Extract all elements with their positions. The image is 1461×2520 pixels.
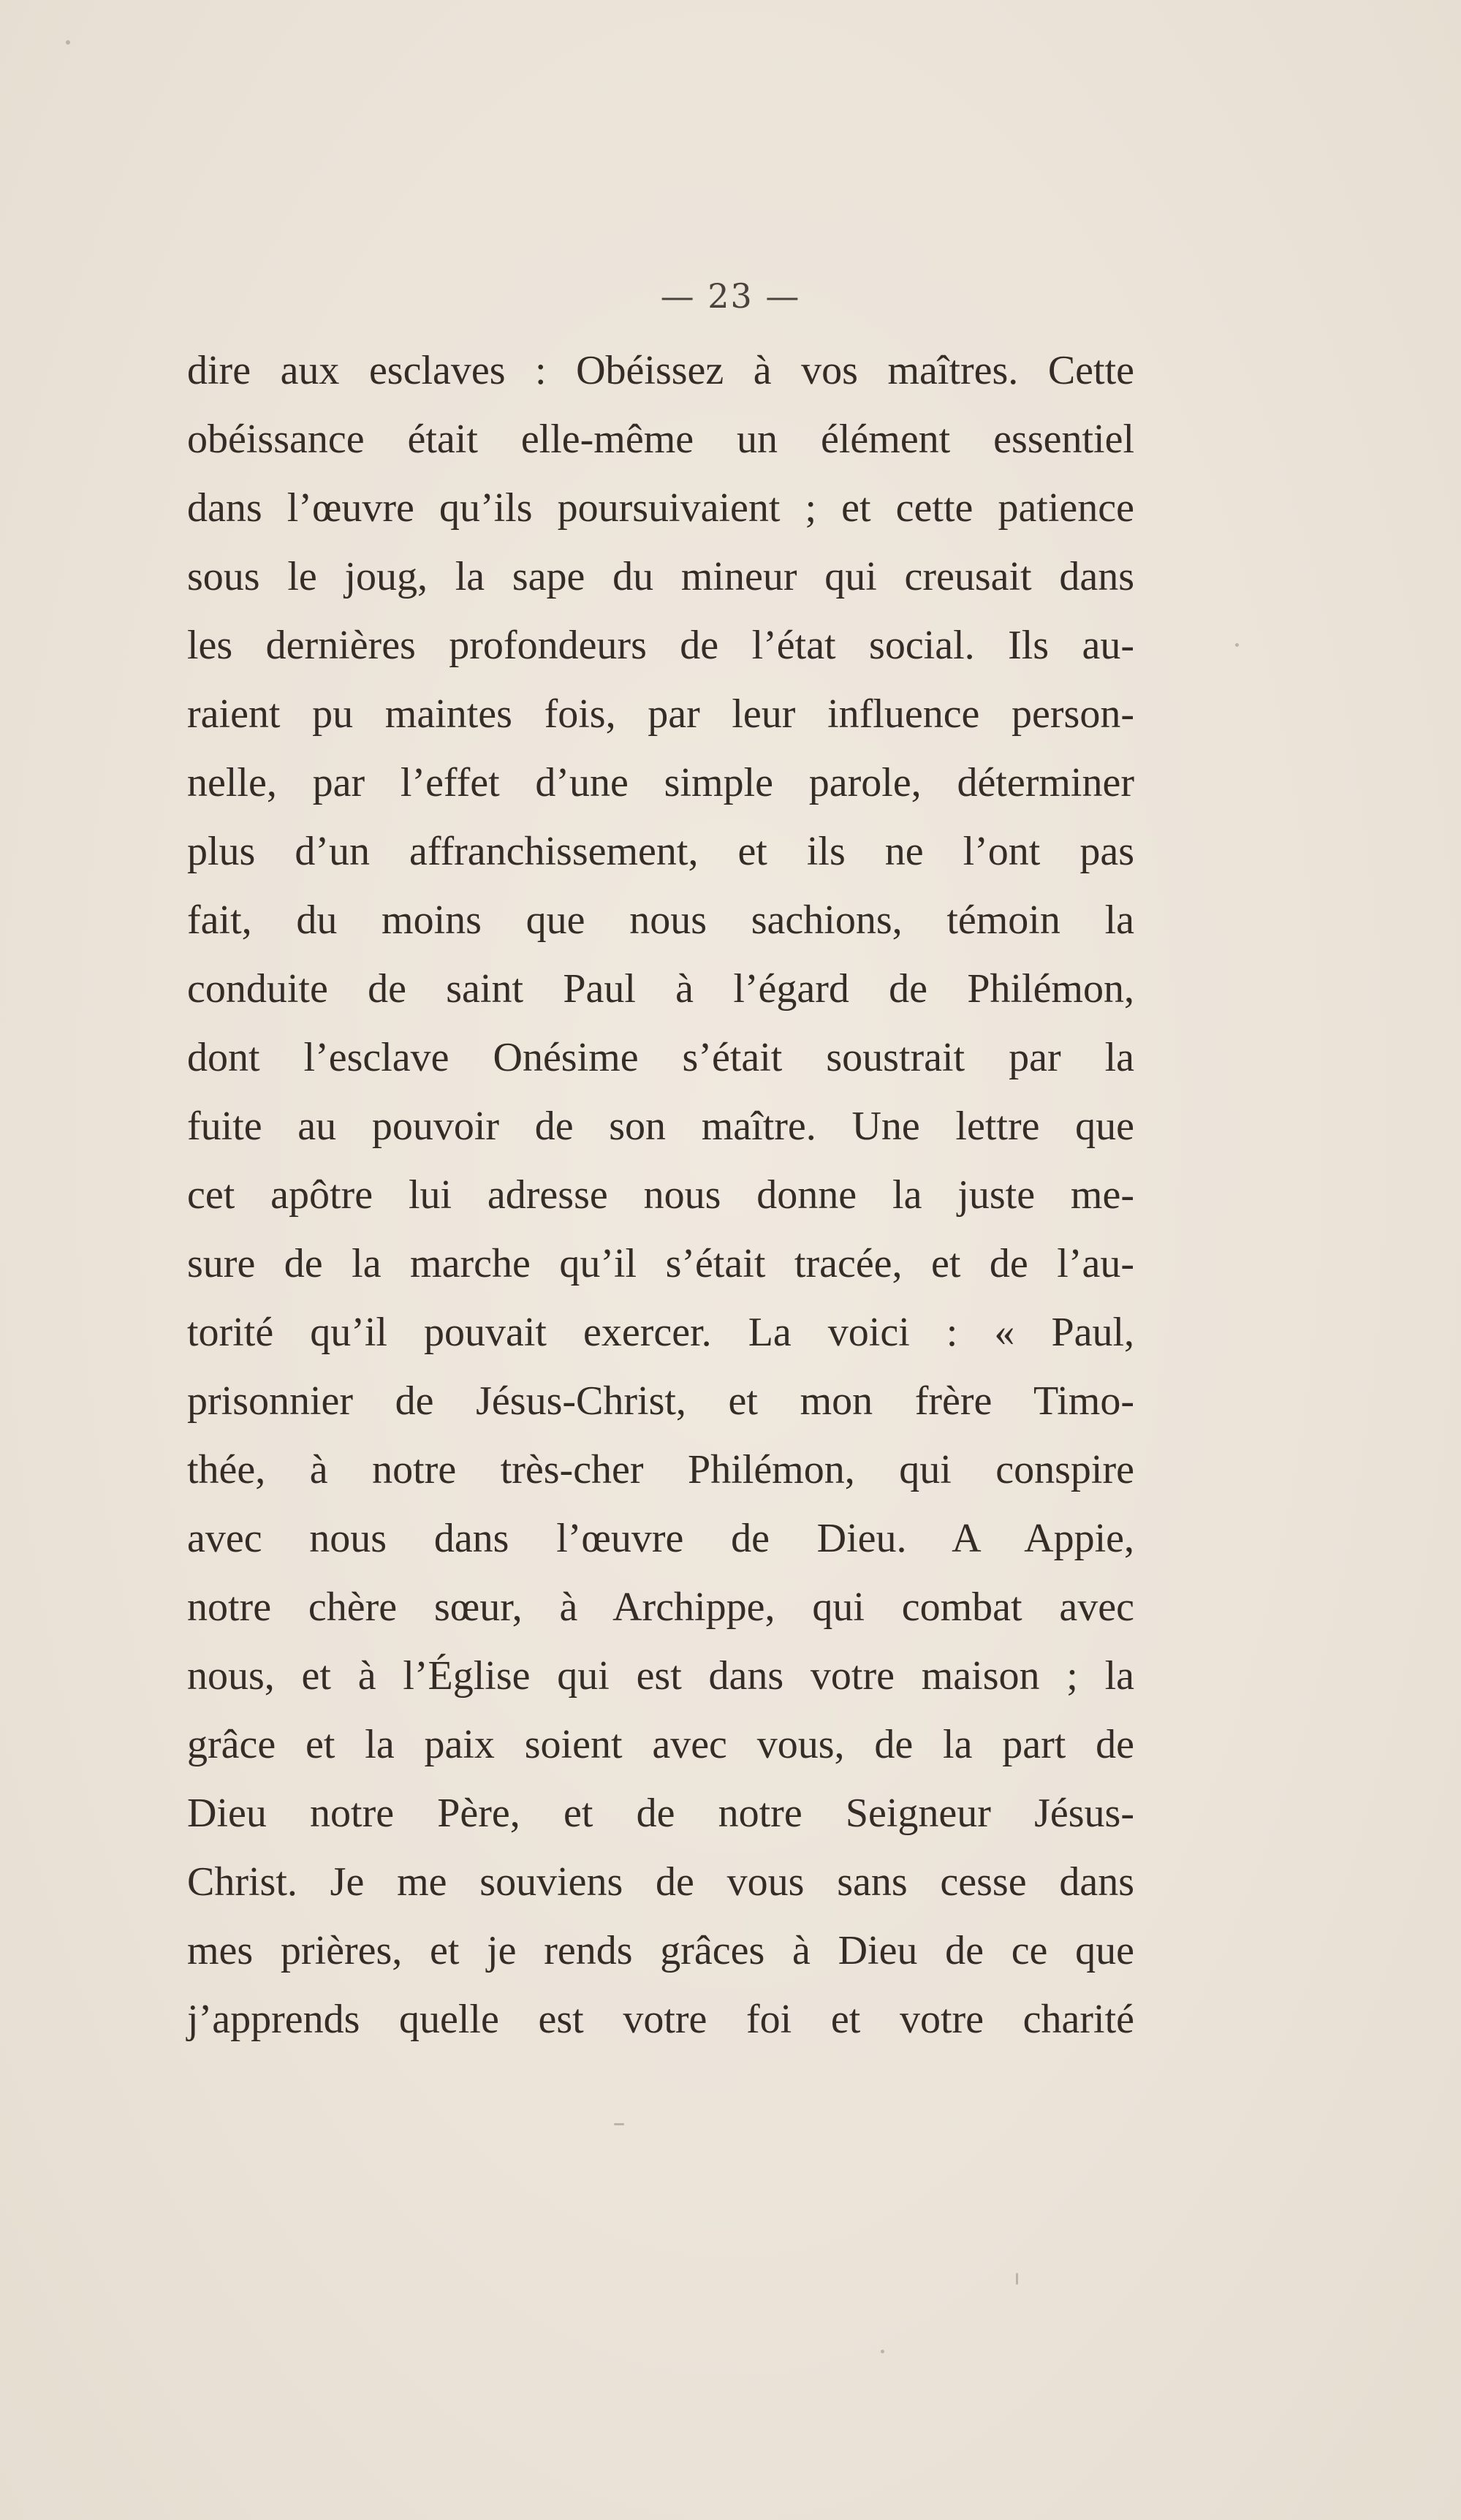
text-line: raient pu maintes fois, par leur influence person-: [187, 691, 1134, 737]
text-line: prisonnier de Jésus-Christ, et mon frère Timo-: [187, 1378, 1134, 1424]
text-line: plus d’un affranchissement, et ils ne l’ont pas: [187, 829, 1134, 874]
text-line: grâce et la paix soient avec vous, de la part de: [187, 1722, 1134, 1767]
text-line: nous, et à l’Église qui est dans votre maison ; la: [187, 1653, 1134, 1699]
paper-speck: [881, 2350, 884, 2353]
paper-speck: [1016, 2273, 1018, 2285]
text-line: sure de la marche qu’il s’était tracée, et de l’au-: [187, 1241, 1134, 1286]
text-line: obéissance était elle-même un élément essentiel: [187, 417, 1134, 462]
text-line: notre chère sœur, à Archippe, qui combat avec: [187, 1585, 1134, 1630]
text-line: dans l’œuvre qu’ils poursuivaient ; et cette patience: [187, 485, 1134, 531]
text-line: fuite au pouvoir de son maître. Une lettre que: [187, 1104, 1134, 1149]
text-line: Dieu notre Père, et de notre Seigneur Jésus-: [187, 1791, 1134, 1836]
text-line: conduite de saint Paul à l’égard de Philémon,: [187, 966, 1134, 1012]
body-text: [187, 336, 1134, 2054]
text-line: les dernières profondeurs de l’état social. Ils au-: [187, 623, 1134, 668]
text-line: thée, à notre très-cher Philémon, qui conspire: [187, 1447, 1134, 1492]
text-line: mes prières, et je rends grâces à Dieu de ce que: [187, 1928, 1134, 1973]
paper-speck: [1235, 643, 1239, 647]
text-line: fait, du moins que nous sachions, témoin la: [187, 897, 1134, 943]
text-line: torité qu’il pouvait exercer. La voici : « Paul,: [187, 1310, 1134, 1355]
text-line: cet apôtre lui adresse nous donne la juste me-: [187, 1172, 1134, 1218]
text-line: Christ. Je me souviens de vous sans cesse dans: [187, 1859, 1134, 1905]
page-number: — 23 —: [660, 276, 801, 316]
paper-speck: [66, 40, 70, 45]
text-line: dire aux esclaves : Obéissez à vos maîtres. Cette: [187, 348, 1134, 393]
paper-speck: [614, 2123, 624, 2125]
text-line: avec nous dans l’œuvre de Dieu. A Appie,: [187, 1516, 1134, 1561]
text-line: nelle, par l’effet d’une simple parole, déterminer: [187, 760, 1134, 805]
text-line: j’apprends quelle est votre foi et votre charité: [187, 1997, 1134, 2042]
text-line: dont l’esclave Onésime s’était soustrait par la: [187, 1035, 1134, 1080]
text-line: sous le joug, la sape du mineur qui creusait dans: [187, 554, 1134, 599]
